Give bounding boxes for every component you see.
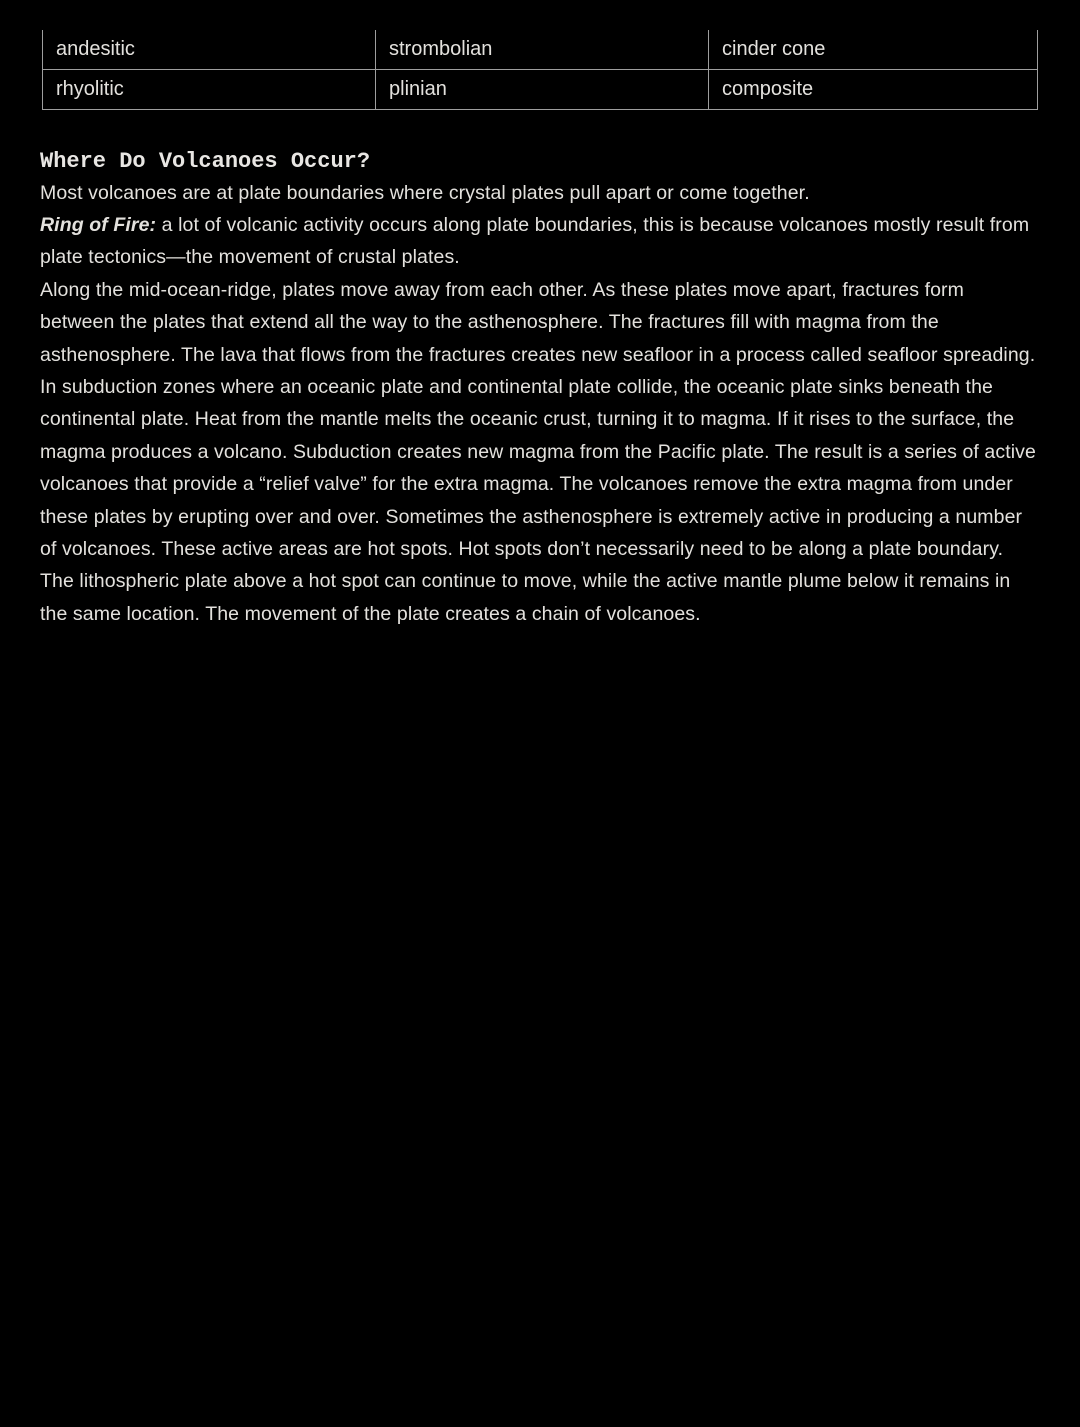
- table-cell: composite: [709, 69, 1038, 109]
- paragraph-ring-of-fire: [40, 209, 1040, 274]
- table-cell: strombolian: [376, 30, 709, 69]
- eruption-types-table: [42, 30, 1038, 110]
- ring-of-fire-lead: Ring of Fire:: [40, 213, 157, 236]
- section-heading: Where Do Volcanoes Occur?: [40, 148, 371, 174]
- table-cell: rhyolitic: [43, 69, 376, 109]
- table-row: [43, 69, 1038, 109]
- document-page: [0, 30, 1080, 1427]
- section-body: [40, 177, 1040, 631]
- table-cell: cinder cone: [709, 30, 1038, 69]
- table-cell: andesitic: [43, 30, 376, 69]
- paragraph-most-volcanoes: Most volcanoes are at plate boundaries where crystal plates pull apart or come together.: [40, 181, 810, 204]
- paragraph-plate-tectonics: Along the mid-ocean-ridge, plates move away from each other. As these plates move apart, fractures form between the plates that extend all the way to the asthenosphere. The fractures fill with magma from the asthenosphere. The lava that flows from the fractures creates new seafloor in a process called seafloor spreading. In subduction zones where an oceanic plate and continental plate collide, the oceanic plate sinks beneath the continental plate. Heat from the mantle melts the oceanic crust, turning it to magma. If it rises to the surface, the magma produces a volcano. Subduction creates new magma from the Pacific plate. The result is a series of active volcanoes that provide a “relief valve” for the extra magma. The volcanoes remove the extra magma from under these plates by erupting over and over. Sometimes the asthenosphere is extremely active in producing a number of volcanoes. These active areas are hot spots. Hot spots don’t necessarily need to be along a plate boundary. The lithospheric plate above a hot spot can continue to move, while the active mantle plume below it remains in the same location. The movement of the plate creates a chain of volcanoes.: [40, 278, 1036, 625]
- table-row: [43, 30, 1038, 69]
- ring-of-fire-text: a lot of volcanic activity occurs along plate boundaries, this is because volcanoes mostly result from plate tectonics—the movement of crustal plates.: [40, 213, 1030, 269]
- table-cell: plinian: [376, 69, 709, 109]
